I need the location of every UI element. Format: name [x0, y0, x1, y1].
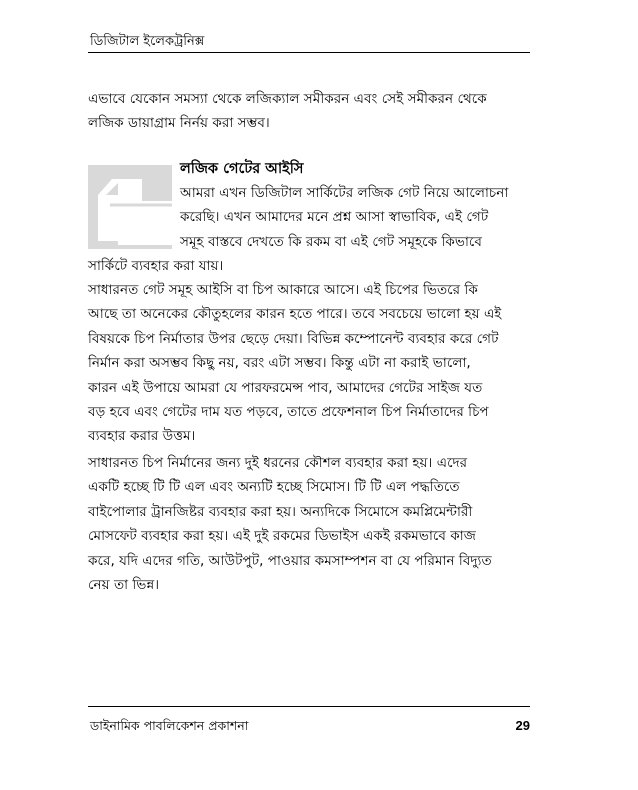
- body-paragraph: সাধারনত গেট সমূহ আইসি বা চিপ আকারে আসে। এই চিপের ভিতরে কি আছে তা অনেকের কৌতুহলের কারন হতে পারে। তবে সবচেয়ে ভালো হয় এই বিষয়কে চিপ নির্মাতার উপর ছেড়ে দেয়া। বিভিন্ন কম্পোনেন্ট ব্যবহার করে গেট নির্মান করা অসম্ভব কিছু নয়, বরং এটা সম্ভব। কিন্তু এটা না করাই ভালো, কারন এই উপায়ে আমরা যে পারফরমেন্স পাব, আমাদের গেটের সাইজ যত বড় হবে এবং গেটের দাম যত পড়বে, তাতে প্রফেশনাল চিপ নির্মাতাদের চিপ ব্যবহার করার উত্তম।: [88, 282, 502, 445]
- page-footer: [88, 706, 530, 737]
- body-paragraph: সাধারনত চিপ নির্মানের জন্য দুই ধরনের কৌশল ব্যবহার করা হয়। এদের একটি হচ্ছে টি টি এল এবং অন্যটি হচ্ছে সিমোস। টি টি এল পদ্ধতিতে বাইপোলার ট্রানজিষ্টর ব্যবহার করা হয়। অন্যদিকে সিমোসে কমপ্লিমেন্টারী মোসফেট ব্যবহার করা হয়। এই দুই রকমের ডিভাইস একই রকমভাবে কাজ করে, যদি এদের গতি, আউটপুট, পাওয়ার কমসাম্পশন বা যে পরিমান বিদ্যুত নেয় তা ভিন্ন।: [88, 455, 492, 594]
- footer-publisher: ডাইনামিক পাবলিকেশন প্রকাশনা: [90, 718, 249, 733]
- header-title: ডিজিটাল ইলেকট্রনিক্স: [90, 34, 205, 49]
- section-continued-text: সার্কিটে ব্যবহার করা যায়।: [88, 258, 224, 274]
- folder-icon-graphic: [88, 165, 172, 249]
- section-wrapped-text: আমরা এখন ডিজিটাল সার্কিটের লজিক গেট নিয়ে আলোচনা করেছি। এখন আমাদের মনে প্রশ্ন আসা স্বাভাবিক, এই গেট সমূহ বাস্তবে দেখতে কি রকম বা এই গেট সমূহকে কিভাবে: [180, 185, 509, 250]
- intro-paragraph: এভাবে যেকোন সমস্যা থেকে লজিক্যাল সমীকরন এবং সেই সমীকরন থেকে লজিক ডায়াগ্রাম নির্নয় করা সম্ভব।: [88, 91, 487, 132]
- page-header: [88, 30, 530, 53]
- section-heading: লজিক গেটের আইসি: [180, 161, 304, 177]
- folder-icon: [88, 165, 172, 249]
- page-number: 29: [515, 718, 530, 733]
